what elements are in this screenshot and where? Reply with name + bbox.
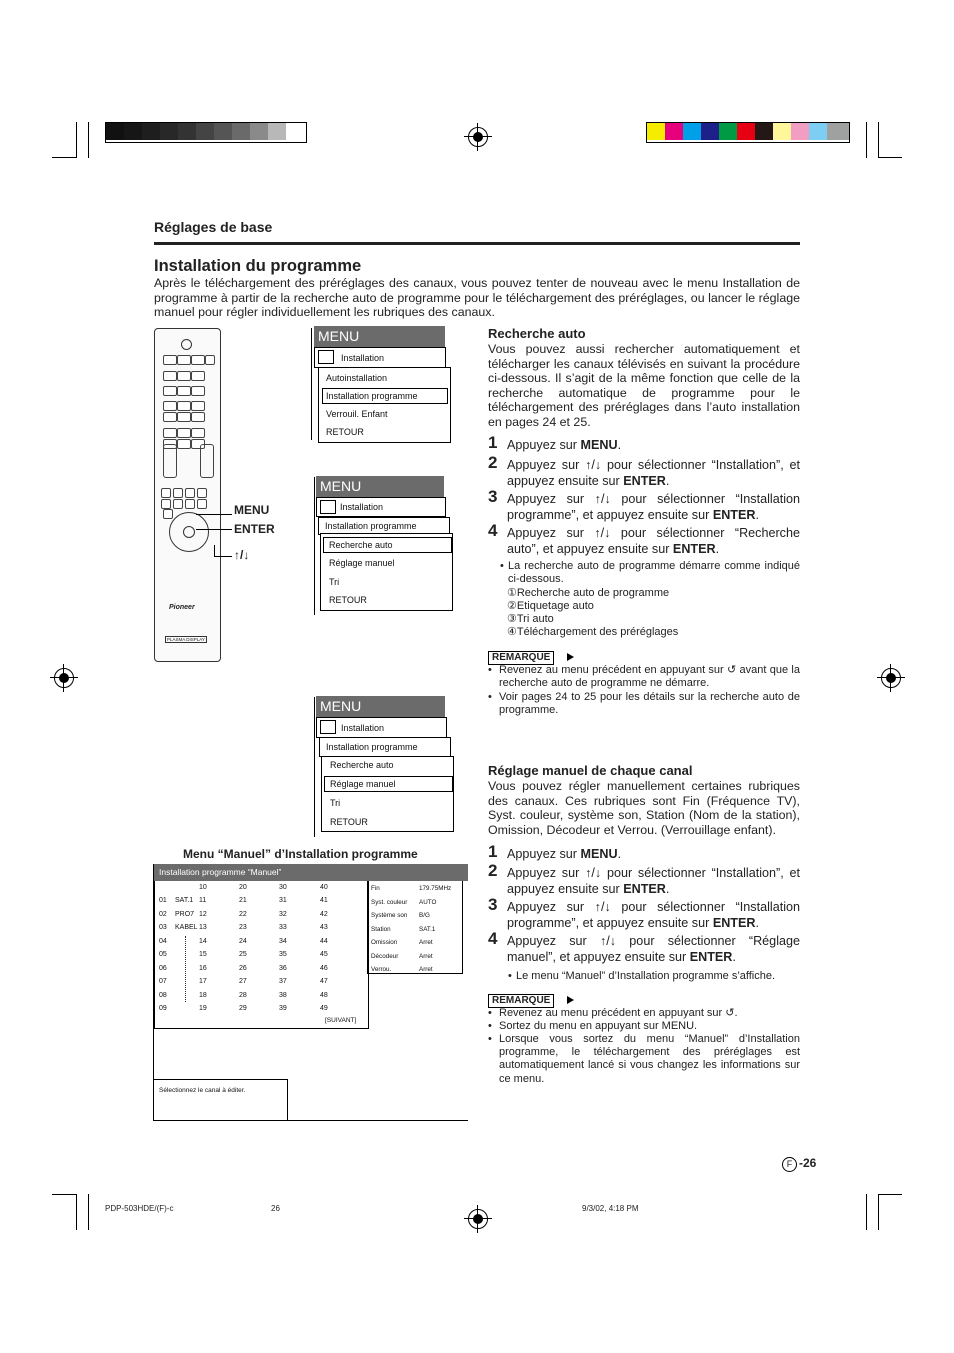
recherche-heading: Recherche auto xyxy=(488,326,586,341)
remarque-badge: REMARQUE xyxy=(488,994,554,1008)
detail-value[interactable]: Arret xyxy=(419,966,433,973)
step-text: Appuyez sur MENU. xyxy=(507,438,622,452)
footer-file: PDP-503HDE/(F)-c xyxy=(105,1204,174,1213)
grid-cell[interactable]: 29 xyxy=(239,1005,247,1012)
manuel-note-2: • Lorsque vous sortez du menu “Manuel” d’Installation programme, le téléchargement des préréglages est automatiquement lancé si vous changez les informations sur ce menu. xyxy=(488,1033,800,1085)
step-number: 3 xyxy=(488,895,498,914)
manuel-note-0: • Revenez au menu précédent en appuyant sur ↺. xyxy=(488,1007,738,1019)
hint-box xyxy=(154,1079,288,1120)
footer-date: 9/3/02, 4:18 PM xyxy=(582,1204,639,1213)
channel-rocker xyxy=(200,444,214,478)
remote-label-arrows: ↑/↓ xyxy=(234,548,250,562)
recherche-note-1: • Voir pages 24 to 25 pour les détails sur la recherche auto de programme. xyxy=(488,691,800,717)
footer-page: 26 xyxy=(271,1204,280,1213)
manual-menu xyxy=(153,864,468,1121)
grid-cell[interactable]: 43 xyxy=(320,924,328,931)
menu-sub: Installation programme xyxy=(318,517,450,535)
grid-cell[interactable]: 24 xyxy=(239,937,247,945)
recherche-sub-2: ③Tri auto xyxy=(507,613,554,625)
grid-cell[interactable]: 48 xyxy=(320,991,328,999)
grid-cell[interactable]: 32 xyxy=(279,910,287,918)
registration-mark-bottom xyxy=(468,1209,488,1229)
detail-label: Station xyxy=(371,925,391,933)
manuel-bullet: • Le menu “Manuel” d’Installation programme s’affiche. xyxy=(508,970,776,982)
detail-value[interactable]: SAT.1 xyxy=(419,925,436,933)
grid-cell[interactable]: 37 xyxy=(279,978,287,985)
grid-cell[interactable]: 07 xyxy=(159,978,167,985)
menu-sub: Installation programme xyxy=(319,737,451,757)
grid-cell[interactable]: 09 xyxy=(159,1005,167,1012)
step-number: 4 xyxy=(488,521,498,540)
menu-tab: Installation xyxy=(316,717,447,738)
page-lang-badge: F xyxy=(782,1157,797,1172)
section-rule xyxy=(154,242,800,245)
page-number: -26 xyxy=(799,1156,817,1170)
grid-cell[interactable]: 34 xyxy=(279,937,287,945)
step-text: Appuyez sur ↑/↓ pour sélectionner “Recherche auto”, et appuyez ensuite sur ENTER. xyxy=(507,526,800,556)
step-number: 3 xyxy=(488,487,498,506)
grid-divider xyxy=(185,936,186,1002)
grid-cell[interactable]: 14 xyxy=(199,937,207,945)
step-number: 1 xyxy=(488,433,498,452)
menu-list xyxy=(321,756,454,832)
detail-label: Décodeur xyxy=(371,952,399,960)
grid-cell[interactable]: 13 xyxy=(199,924,207,931)
grid-cell[interactable]: 18 xyxy=(199,991,207,999)
step-number: 2 xyxy=(488,453,498,472)
grid-cell[interactable]: 23 xyxy=(239,924,247,931)
step-text: Appuyez sur ↑/↓ pour sélectionner “Installation programme”, et appuyez ensuite sur ENTER. xyxy=(507,900,800,930)
hint-text: Sélectionnez le canal à éditer. xyxy=(159,1087,246,1094)
grid-cell[interactable]: 41 xyxy=(320,897,328,904)
page-title: Installation du programme xyxy=(154,257,362,275)
manual-menu-caption: Menu “Manuel” d’Installation programme xyxy=(183,847,418,861)
menu-item: Recherche auto xyxy=(330,760,394,770)
grid-cell[interactable]: 17 xyxy=(199,978,207,985)
grid-cell[interactable]: 03 xyxy=(159,924,167,931)
menu-item: Autoinstallation xyxy=(326,373,388,383)
remarque-badge: REMARQUE xyxy=(488,651,554,665)
grid-cell[interactable]: 25 xyxy=(239,951,247,958)
channel-grid xyxy=(154,881,369,1029)
remarque-arrow-icon xyxy=(567,653,574,661)
power-button xyxy=(181,339,192,350)
grid-cell[interactable]: 33 xyxy=(279,924,287,931)
grid-cell[interactable]: 27 xyxy=(239,978,247,985)
plasma-display-label: PLASMA DISPLAY xyxy=(167,637,205,642)
registration-mark-top xyxy=(468,127,488,147)
manuel-heading: Réglage manuel de chaque canal xyxy=(488,763,693,778)
detail-value[interactable]: B/G xyxy=(419,912,430,919)
menu-tab: Installation xyxy=(314,347,446,368)
manual-menu-header: Installation programme “Manuel” xyxy=(154,864,468,881)
menu-title: MENU xyxy=(316,696,445,718)
installation-icon xyxy=(320,720,336,734)
dpad xyxy=(169,512,209,552)
grid-cell[interactable]: 02 xyxy=(159,910,167,918)
grid-cell[interactable]: 10 xyxy=(199,884,207,891)
menu-item: Tri xyxy=(330,798,341,808)
remote-label-enter: ENTER xyxy=(234,522,275,536)
grid-cell[interactable]: 15 xyxy=(199,951,207,958)
suivant-button[interactable]: [SUIVANT] xyxy=(325,1017,357,1024)
menu-item: Installation programme xyxy=(326,391,418,401)
menu-list xyxy=(320,533,453,611)
grid-cell[interactable]: 21 xyxy=(239,897,247,904)
registration-mark-right xyxy=(881,668,901,688)
color-bar xyxy=(646,122,850,143)
grid-cell[interactable]: KABEL xyxy=(175,924,198,931)
detail-label: Omission xyxy=(371,939,398,946)
grid-cell[interactable]: 20 xyxy=(239,884,247,891)
step-number: 4 xyxy=(488,929,498,948)
manuel-text: Vous pouvez régler manuellement certaines rubriques des canaux. Ces rubriques sont Fin (Fréquence TV), Syst. couleur, système son, Station (Nom de la station), Omission, Décodeur et Verrou. (Verrouillage enfant). xyxy=(488,779,800,837)
recherche-sub-0: ①Recherche auto de programme xyxy=(507,587,670,599)
detail-label: Verrou. xyxy=(371,966,392,973)
intro-text: Après le téléchargement des préréglages des canaux, vous pouvez tenter de nouveau avec le menu Installation de programme à partir de la recherche auto de programme pour le téléchargement des préréglages, ou lancer le réglage manuel pour régler individuellement les rubriques des canaux. xyxy=(154,276,800,320)
menu-item: Tri xyxy=(329,577,340,587)
grid-cell[interactable]: 04 xyxy=(159,937,167,945)
grayscale-bar xyxy=(105,122,307,143)
remote-control xyxy=(154,328,221,662)
step-text: Appuyez sur ↑/↓ pour sélectionner “Réglage manuel”, et appuyez ensuite sur ENTER. xyxy=(507,934,800,964)
registration-mark-left xyxy=(54,668,74,688)
detail-label: Système son xyxy=(371,912,408,919)
grid-cell[interactable]: 44 xyxy=(320,937,328,945)
step-text: Appuyez sur ↑/↓ pour sélectionner “Installation”, et appuyez ensuite sur ENTER. xyxy=(507,458,800,488)
menu-title: MENU xyxy=(314,326,445,348)
menu-tab: Installation xyxy=(316,497,446,517)
grid-cell[interactable]: SAT.1 xyxy=(175,897,194,904)
recherche-note-0: • Revenez au menu précédent en appuyant sur ↺ avant que la recherche auto de programme ne démarre. xyxy=(488,664,800,690)
step-number: 1 xyxy=(488,842,498,861)
step-number: 2 xyxy=(488,861,498,880)
grid-cell[interactable]: 35 xyxy=(279,951,287,958)
grid-cell[interactable]: 26 xyxy=(239,964,247,972)
menu-title: MENU xyxy=(316,476,444,498)
grid-cell[interactable]: 31 xyxy=(279,897,287,904)
recherche-text: Vous pouvez aussi rechercher automatiquement et télécharger les canaux télévisés en suivant la procédure ci-dessous. Il s’agit de la même fonction que celle de la recherche automatique de programme pour le téléchargement des préréglages dans l’auto installation en pages 24 et 25. xyxy=(488,342,800,429)
step-text: Appuyez sur MENU. xyxy=(507,847,622,861)
section-title: Réglages de base xyxy=(154,219,273,235)
detail-value[interactable]: Arret xyxy=(419,952,433,960)
grid-cell[interactable]: 40 xyxy=(320,884,328,891)
installation-icon xyxy=(320,500,336,514)
installation-icon xyxy=(318,350,334,364)
grid-cell[interactable]: 30 xyxy=(279,884,287,891)
grid-cell[interactable]: 06 xyxy=(159,964,167,972)
grid-cell[interactable]: PRO7 xyxy=(175,910,195,918)
grid-cell[interactable]: 01 xyxy=(159,897,167,904)
step-text: Appuyez sur ↑/↓ pour sélectionner “Installation”, et appuyez ensuite sur ENTER. xyxy=(507,866,800,896)
grid-cell[interactable]: 38 xyxy=(279,991,287,999)
grid-cell[interactable]: 12 xyxy=(199,910,207,918)
menu-item: RETOUR xyxy=(329,595,367,605)
grid-cell[interactable]: 39 xyxy=(279,1005,287,1012)
grid-cell[interactable]: 45 xyxy=(320,951,328,958)
manuel-note-1: • Sortez du menu en appuyant sur MENU. xyxy=(488,1020,698,1032)
menu-item: Réglage manuel xyxy=(330,779,396,789)
detail-value[interactable]: Arret xyxy=(419,939,433,946)
menu-item: Réglage manuel xyxy=(329,558,395,568)
grid-cell[interactable]: 46 xyxy=(320,964,328,972)
grid-cell[interactable]: 49 xyxy=(320,1005,328,1012)
detail-label: Syst. couleur xyxy=(371,898,408,906)
grid-cell[interactable]: 28 xyxy=(239,991,247,999)
detail-value[interactable]: AUTO xyxy=(419,898,437,906)
grid-cell[interactable]: 42 xyxy=(320,910,328,918)
grid-cell[interactable]: 11 xyxy=(199,897,207,904)
recherche-sub-1: ②Etiquetage auto xyxy=(507,600,594,612)
grid-cell[interactable]: 08 xyxy=(159,991,167,999)
recherche-bullet: • La recherche auto de programme démarre comme indiqué ci-dessous. xyxy=(500,560,800,586)
grid-cell[interactable]: 16 xyxy=(199,964,207,972)
menu-item: Recherche auto xyxy=(329,540,393,550)
volume-rocker xyxy=(163,444,177,478)
detail-value[interactable]: 179.75MHz xyxy=(419,885,452,892)
remote-label-menu: MENU xyxy=(234,503,270,517)
pioneer-logo: Pioneer xyxy=(169,604,195,611)
detail-label: Fin xyxy=(371,885,380,892)
recherche-sub-3: ④Téléchargement des préréglages xyxy=(507,626,679,638)
menu-item: RETOUR xyxy=(326,427,364,437)
enter-button xyxy=(183,526,195,538)
grid-cell[interactable]: 36 xyxy=(279,964,287,972)
menu-item: Verrouil. Enfant xyxy=(326,409,388,419)
grid-cell[interactable]: 19 xyxy=(199,1005,207,1012)
grid-cell[interactable]: 47 xyxy=(320,978,328,985)
details-panel xyxy=(367,881,463,974)
menu-list xyxy=(318,367,451,443)
grid-cell[interactable]: 05 xyxy=(159,951,167,958)
step-text: Appuyez sur ↑/↓ pour sélectionner “Installation programme”, et appuyez ensuite sur ENTER. xyxy=(507,492,800,522)
grid-cell[interactable]: 22 xyxy=(239,910,247,918)
menu-item: RETOUR xyxy=(330,817,368,827)
remarque-arrow-icon xyxy=(567,996,574,1004)
